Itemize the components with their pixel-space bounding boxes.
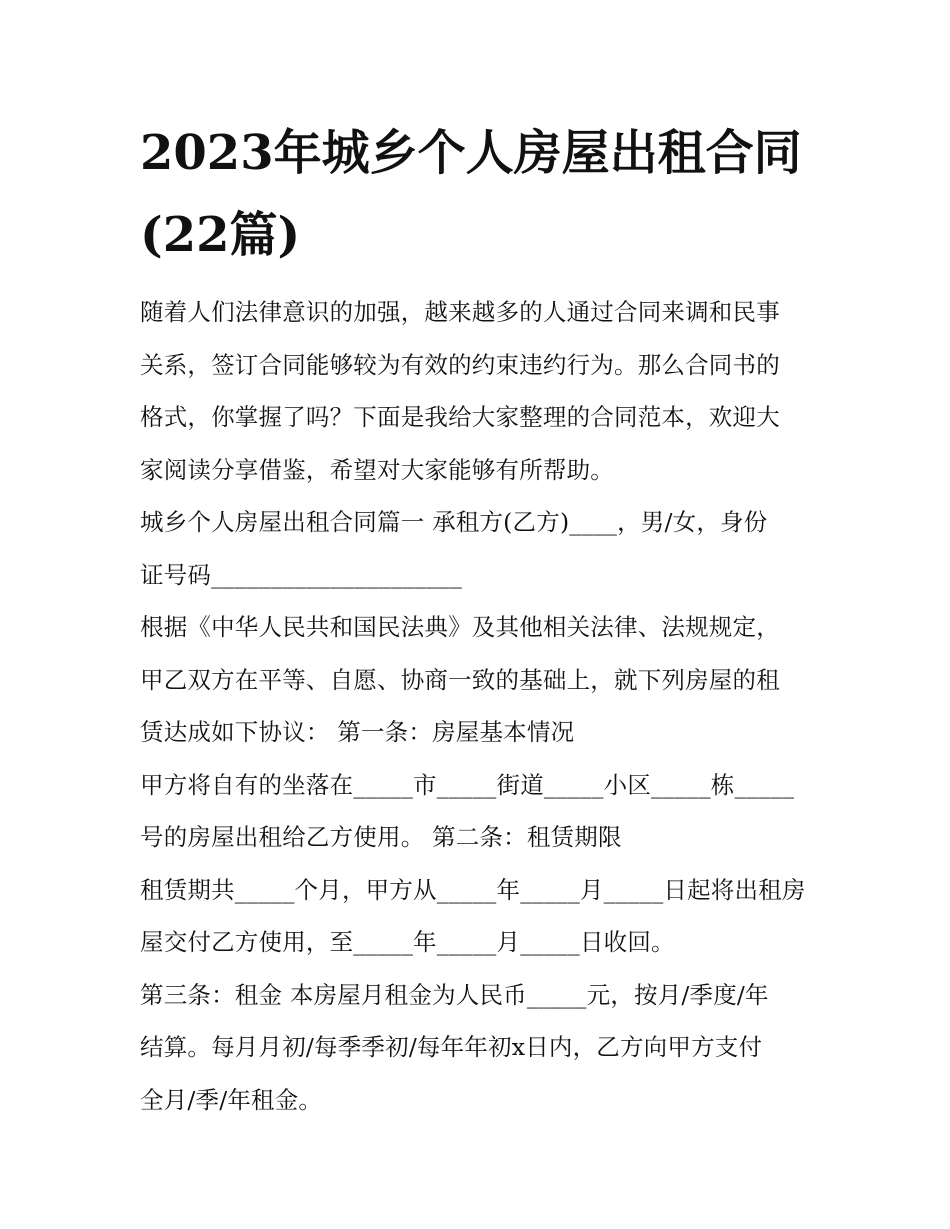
- document-content: [140, 112, 820, 1126]
- legal-basis-paragraph: [140, 601, 820, 759]
- text-line: 号的房屋出租给乙方使用。 第二条：租赁期限: [140, 823, 622, 851]
- text-line: 根据《中华人民共和国民法典》及其他相关法律、法规规定，: [140, 613, 780, 641]
- text-line: 结算。每月月初/每季季初/每年年初x日内，乙方向甲方支付: [140, 1033, 763, 1061]
- document-body: [140, 286, 820, 1126]
- text-line: 证号码_____________________: [140, 560, 463, 589]
- text-line: 赁达成如下协议： 第一条：房屋基本情况: [140, 718, 575, 746]
- intro-paragraph: [140, 286, 820, 496]
- text-line: 租赁期共_____个月，甲方从_____年_____月_____日起将出租房: [140, 875, 806, 904]
- document-title: [140, 112, 820, 276]
- text-line: 屋交付乙方使用，至_____年_____月_____日收回。: [140, 928, 675, 956]
- text-line: 格式，你掌握了吗？下面是我给大家整理的合同范本，欢迎大: [140, 403, 780, 431]
- text-line: 甲乙双方在平等、自愿、协商一致的基础上，就下列房屋的租: [140, 665, 780, 694]
- title-line-1: 2023年城乡个人房屋出租合同: [140, 125, 802, 181]
- text-line: 第三条：租金 本房屋月租金为人民币_____元，按月/季度/年: [140, 980, 769, 1009]
- text-line: 甲方将自有的坐落在_____市_____街道_____小区_____栋_____: [140, 770, 795, 799]
- text-line: 随着人们法律意识的加强，越来越多的人通过合同来调和民事: [140, 298, 780, 326]
- lease-term-paragraph: [140, 864, 820, 969]
- text-line: 关系，签订合同能够较为有效的约束违约行为。那么合同书的: [140, 350, 780, 379]
- rent-paragraph: [140, 969, 820, 1127]
- title-line-2: (22篇): [140, 207, 301, 263]
- text-line: 家阅读分享借鉴，希望对大家能够有所帮助。: [140, 455, 614, 484]
- text-line: 城乡个人房屋出租合同篇一 承租方(乙方)____，男/女，身份: [140, 508, 768, 536]
- property-paragraph: [140, 759, 820, 864]
- text-line: 全月/季/年租金。: [140, 1085, 323, 1114]
- lessee-paragraph: [140, 496, 820, 601]
